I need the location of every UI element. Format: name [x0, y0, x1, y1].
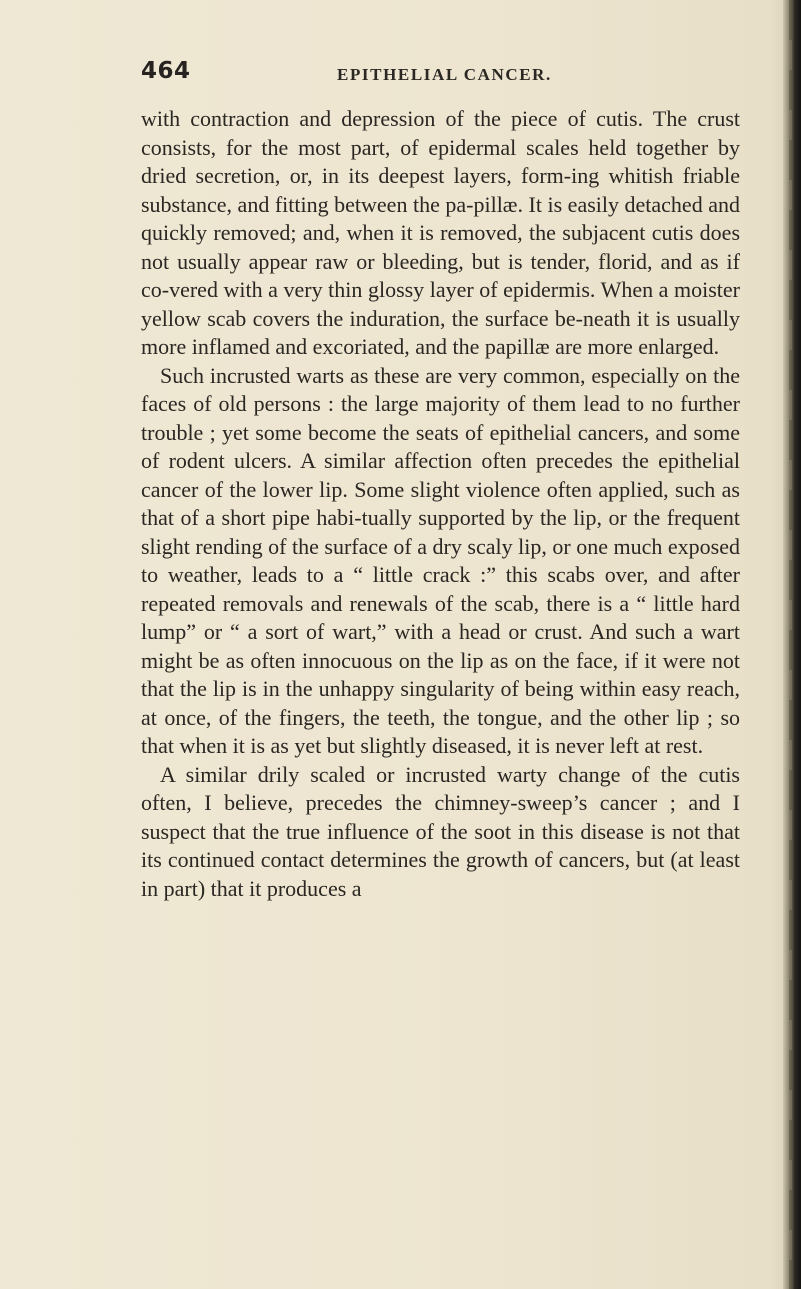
paragraph: with contraction and depression of the piece of cutis. The crust consists, for the most part, of epidermal scales held together by dried secretion, or, in its deepest layers, form-ing whitish friable substance, and fitting between the pa-pillæ. It is easily detached and quickly removed; and, when it is removed, the subjacent cutis does not usually appear raw or bleeding, but is tender, florid, and as if co-vered with a very thin glossy layer of epidermis. When a moister yellow scab covers the induration, the surface be-neath it is usually more inflamed and excoriated, and the papillæ are more enlarged. — [141, 106, 740, 359]
paragraph: Such incrusted warts as these are very common, especially on the faces of old persons : the large majority of them lead to no further trouble ; yet some become the seats of epithelial cancers, and some of rodent ulcers. A similar affection often precedes the epithelial cancer of the lower lip. Some slight violence often applied, such as that of a short pipe habi-tually supported by the lip, or the frequent slight rending of the surface of a dry scaly lip, or one much exposed to weather, leads to a “ little crack :” this scabs over, and after repeated removals and renewals of the scab, there is a “ little hard lump” or “ a sort of wart,” with a head or crust. And such a wart might be as often innocuous on the lip as on the face, if it were not that the lip is in the unhappy singularity of being within easy reach, at once, of the fingers, the teeth, the tongue, and the other lip ; so that when it is as yet but slightly diseased, it is never left at rest. — [141, 362, 740, 758]
body-text — [141, 105, 740, 903]
paragraph: A similar drily scaled or incrusted warty change of the cutis often, I believe, precedes the chimney-sweep’s cancer ; and I suspect that the true influence of the soot in this disease is not that its continued contact determines the growth of cancers, but (at least in part) that it produces a — [141, 761, 740, 901]
page-number: 464 — [141, 58, 191, 84]
page-header — [141, 58, 761, 98]
running-head: EPITHELIAL CANCER. — [337, 65, 552, 84]
book-spine-edge — [783, 0, 801, 1289]
